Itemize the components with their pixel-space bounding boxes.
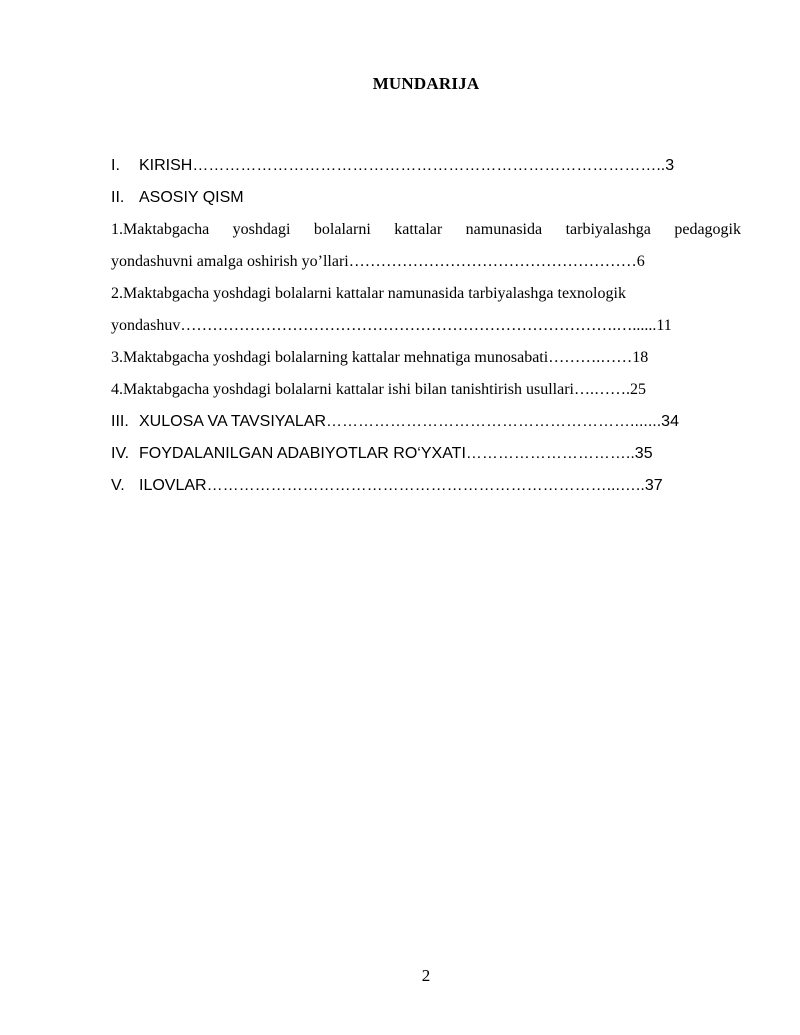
toc-entry-text: XULOSA VA TAVSIYALAR………………………………………………….......34 (139, 413, 679, 430)
toc-entry-text: ILOVLAR…………………………………………………………………...…..37 (139, 477, 663, 494)
toc-numeral: V. (111, 477, 125, 494)
toc-numeral: II. (111, 189, 125, 206)
toc-entry-ilovlar (111, 470, 741, 502)
toc-entry-text: KIRISH……………………………………………………………………………..3 (139, 157, 675, 174)
toc-numeral: I. (111, 157, 120, 174)
toc-numeral: IV. (111, 445, 130, 462)
toc-entry-adabiyotlar (111, 438, 741, 470)
toc-entry-section-1-line-1: 1.Maktabgacha yoshdagi bolalarni kattalar namunasida tarbiyalashga pedagogik (111, 221, 741, 238)
toc-entry-text: ASOSIY QISM (139, 189, 244, 206)
toc-entry-text: FOYDALANILGAN ADABIYOTLAR RO‘YXATI…………………………..35 (139, 445, 653, 462)
toc-entry-section-1-line-2: yondashuvni amalga oshirish yo’llari………………………………………………6 (111, 253, 645, 270)
toc-entry-section-2-line-1: 2.Maktabgacha yoshdagi bolalarni kattalar namunasida tarbiyalashga texnologik (111, 285, 626, 302)
toc-entry-section-2-line-2: yondashuv……………………………………………………………………….…......11 (111, 317, 672, 334)
toc-entry-asosiy-qism (111, 182, 741, 214)
table-of-contents (111, 150, 741, 502)
toc-entry-section-3: 3.Maktabgacha yoshdagi bolalarning kattalar mehnatiga munosabati……….……18 (111, 349, 649, 366)
page-number: 2 (421, 966, 431, 985)
toc-entry-section-4: 4.Maktabgacha yoshdagi bolalarni kattalar ishi bilan tanishtirish usullari….…….25 (111, 381, 646, 398)
toc-entry-xulosa (111, 406, 741, 438)
document-title: MUNDARIJA (372, 74, 480, 93)
toc-numeral: III. (111, 413, 129, 430)
toc-entry-kirish (111, 150, 741, 182)
